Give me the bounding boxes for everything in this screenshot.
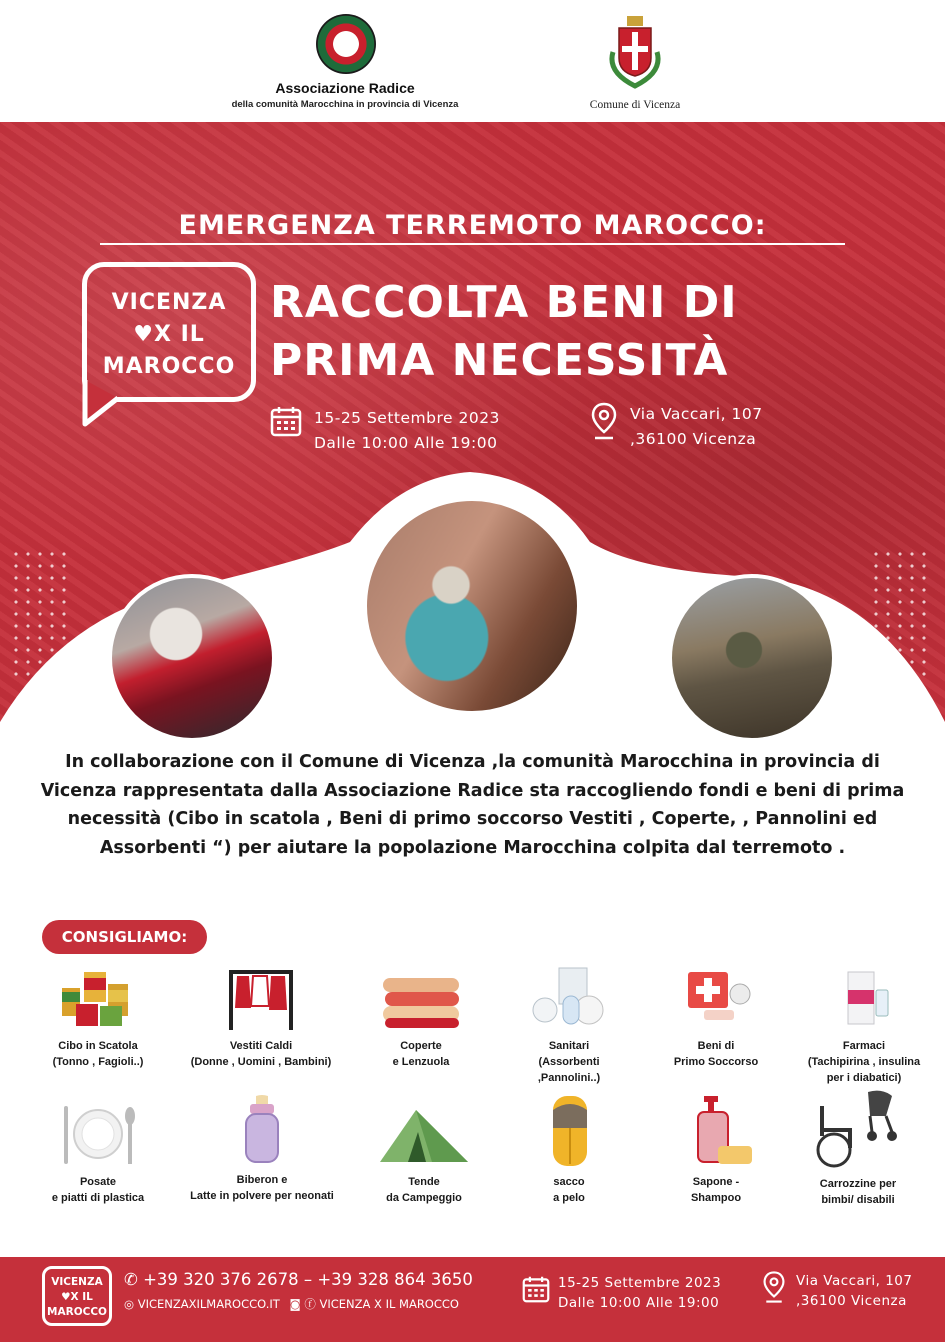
baby-bottle-icon — [220, 1094, 304, 1166]
website-link[interactable]: VICENZAXILMAROCCO.IT — [137, 1297, 280, 1311]
item-wheelchair: Carrozzine per bimbi/ disabili — [778, 1086, 938, 1208]
item-cutlery: Posate e piatti di plastica — [18, 1102, 178, 1206]
association-subtitle: della comunità Marocchina in provincia di Vicenza — [231, 99, 459, 110]
item-sleeping-bag: sacco a pelo — [489, 1094, 649, 1206]
recommend-label: CONSIGLIAMO: — [42, 920, 207, 954]
footer-web — [124, 1296, 459, 1312]
footer-calendar-icon — [522, 1275, 550, 1303]
blankets-icon — [379, 966, 463, 1032]
location-pin-icon — [590, 402, 618, 440]
clothes-rack-icon — [219, 966, 303, 1032]
emergency-title: EMERGENZA TERREMOTO MAROCCO: — [100, 210, 845, 245]
soap-icon — [674, 1094, 758, 1168]
dot-pattern-left — [10, 548, 70, 678]
photo-soldiers-rubble — [668, 574, 836, 742]
hero-date-info: 15-25 Settembre 2023 Dalle 10:00 Alle 19:00 — [314, 409, 500, 452]
association-name: Associazione Radice — [275, 80, 415, 96]
footer-date-info: 15-25 Settembre 2023 Dalle 10:00 Alle 19:00 — [558, 1275, 722, 1311]
tent-icon — [376, 1102, 472, 1168]
headline: RACCOLTA BENI DI PRIMA NECESSITÀ — [270, 277, 738, 386]
facebook-icon: ⓕ — [304, 1297, 316, 1311]
item-tent: Tende da Campeggio — [344, 1102, 504, 1206]
footer-location-pin-icon — [762, 1270, 786, 1304]
medicine-icon — [822, 966, 906, 1032]
item-soap: Sapone - Shampoo — [636, 1094, 796, 1206]
wheelchair-stroller-icon — [810, 1086, 906, 1170]
item-medicine: Farmaci (Tachipirina , insulina per i diabatici) — [784, 966, 944, 1086]
sleeping-bag-icon — [527, 1094, 611, 1168]
photo-woman-ruins — [362, 496, 582, 716]
item-first-aid: Beni di Primo Soccorso — [636, 966, 796, 1070]
item-baby-bottle: Biberon e Latte in polvere per neonati — [176, 1094, 348, 1204]
footer-logo: VICENZA ♥X IL MAROCCO — [42, 1266, 112, 1326]
hero-address-info: Via Vaccari, 107 ,36100 Vicenza — [630, 405, 763, 448]
globe-icon: ◎ — [124, 1297, 135, 1311]
plastic-cutlery-icon — [56, 1102, 140, 1168]
item-sanitary: Sanitari (Assorbenti ,Pannolini..) — [489, 966, 649, 1086]
social-handle[interactable]: VICENZA X IL MAROCCO — [319, 1297, 459, 1311]
footer-phones — [124, 1270, 473, 1289]
header — [0, 0, 945, 122]
comune-name: Comune di Vicenza — [589, 99, 681, 111]
canned-food-icon — [56, 966, 140, 1032]
instagram-icon: ◙ — [289, 1297, 301, 1311]
item-warm-clothes: Vestiti Caldi (Donne , Uomini , Bambini) — [181, 966, 341, 1070]
item-canned-food: Cibo in Scatola (Tonno , Fagioli..) — [18, 966, 178, 1070]
photo-rescue-workers — [108, 574, 276, 742]
item-blankets: Coperte e Lenzuola — [341, 966, 501, 1070]
dot-pattern-right — [870, 548, 930, 678]
calendar-icon — [270, 405, 302, 437]
comune-crest-icon — [605, 12, 665, 92]
description-text: In collaborazione con il Comune di Vicenza ,la comunità Marocchina in provincia di Vicenza rappresentata dalla Associazione Radice sta raccogliendo fondi e beni di prima necessità (Cibo in scatola , Beni di primo soccorso Vestiti , Coperte, , Pannolini ed Assorbenti “) per aiutare la popolazione Marocchina colpita dal terremoto . — [40, 752, 905, 858]
footer-address-info: Via Vaccari, 107 ,36100 Vicenza — [796, 1273, 913, 1309]
speech-bubble-tail — [82, 380, 122, 428]
sanitary-icon — [527, 966, 611, 1032]
first-aid-icon — [674, 966, 758, 1032]
phone-numbers[interactable]: +39 320 376 2678 – +39 328 864 3650 — [143, 1270, 473, 1289]
bubble-text: VICENZA ♥X IL MAROCCO — [102, 290, 236, 379]
association-logo-icon — [316, 14, 376, 74]
phone-icon: ✆ — [124, 1270, 138, 1289]
